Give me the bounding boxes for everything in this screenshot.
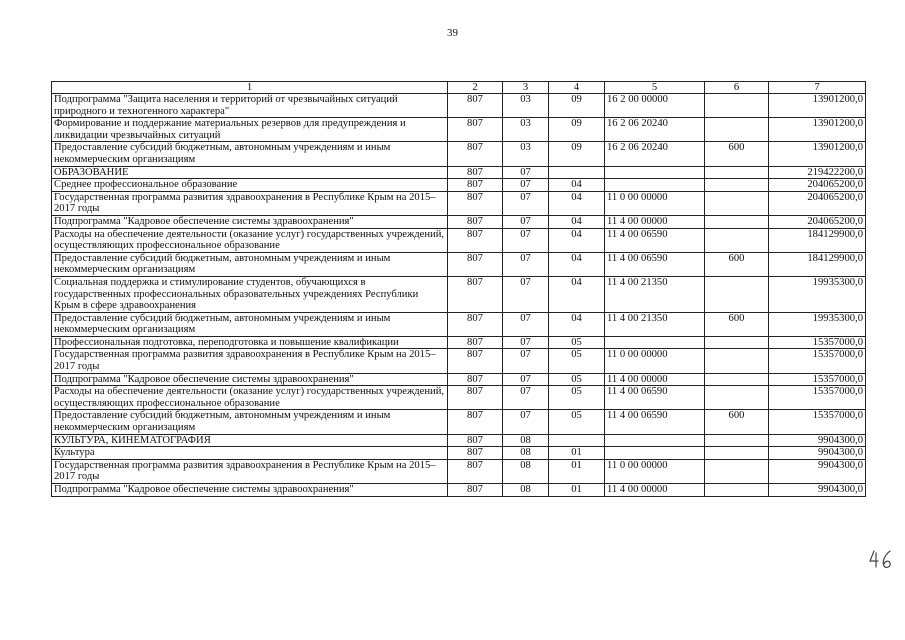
table-row xyxy=(52,94,866,118)
page-number: 39 xyxy=(447,27,458,39)
subsection-cell xyxy=(549,434,605,447)
expense-type-cell xyxy=(705,349,769,373)
description-cell: Предоставление субсидий бюджетным, автономным учреждениям и иным некоммерческим организациям xyxy=(52,410,448,434)
table-row xyxy=(52,386,866,410)
table-row xyxy=(52,118,866,142)
section-cell: 07 xyxy=(503,215,549,228)
amount-cell: 9904300,0 xyxy=(769,484,866,497)
target-article-cell: 11 4 00 06590 xyxy=(605,386,705,410)
description-cell: Формирование и поддержание материальных резервов для предупреждения и ликвидации чрезвычайных ситуаций xyxy=(52,118,448,142)
description-cell: КУЛЬТУРА, КИНЕМАТОГРАФИЯ xyxy=(52,434,448,447)
ministry-code-cell: 807 xyxy=(448,484,503,497)
section-cell: 07 xyxy=(503,228,549,252)
table-row xyxy=(52,179,866,192)
amount-cell: 19935300,0 xyxy=(769,276,866,312)
expense-type-cell xyxy=(705,94,769,118)
description-cell: Расходы на обеспечение деятельности (оказание услуг) государственных учреждений, осуществляющих профессиональное образование xyxy=(52,228,448,252)
target-article-cell: 16 2 00 00000 xyxy=(605,94,705,118)
target-article-cell xyxy=(605,179,705,192)
target-article-cell: 11 0 00 00000 xyxy=(605,459,705,483)
target-article-cell: 16 2 06 20240 xyxy=(605,142,705,166)
section-cell: 08 xyxy=(503,459,549,483)
ministry-code-cell: 807 xyxy=(448,434,503,447)
subsection-cell: 05 xyxy=(549,410,605,434)
section-cell: 07 xyxy=(503,410,549,434)
ministry-code-cell: 807 xyxy=(448,118,503,142)
section-cell: 03 xyxy=(503,118,549,142)
amount-cell: 15357000,0 xyxy=(769,349,866,373)
description-cell: Государственная программа развития здравоохранения в Республике Крым на 2015–2017 годы xyxy=(52,349,448,373)
subsection-cell: 05 xyxy=(549,373,605,386)
target-article-cell: 11 4 00 06590 xyxy=(605,252,705,276)
description-cell: Государственная программа развития здравоохранения в Республике Крым на 2015–2017 годы xyxy=(52,191,448,215)
section-cell: 07 xyxy=(503,276,549,312)
amount-cell: 9904300,0 xyxy=(769,434,866,447)
ministry-code-cell: 807 xyxy=(448,386,503,410)
ministry-code-cell: 807 xyxy=(448,459,503,483)
ministry-code-cell: 807 xyxy=(448,252,503,276)
expense-type-cell xyxy=(705,118,769,142)
target-article-cell: 11 0 00 00000 xyxy=(605,191,705,215)
table-row xyxy=(52,336,866,349)
description-cell: Предоставление субсидий бюджетным, автономным учреждениям и иным некоммерческим организациям xyxy=(52,312,448,336)
description-cell: Среднее профессиональное образование xyxy=(52,179,448,192)
expense-type-cell xyxy=(705,215,769,228)
expense-type-cell xyxy=(705,191,769,215)
description-cell: Подпрограмма "Кадровое обеспечение системы здравоохранения" xyxy=(52,484,448,497)
table-row xyxy=(52,434,866,447)
subsection-cell: 09 xyxy=(549,94,605,118)
expense-type-cell xyxy=(705,179,769,192)
table-row xyxy=(52,276,866,312)
table-row xyxy=(52,142,866,166)
expense-type-cell xyxy=(705,386,769,410)
expense-type-cell: 600 xyxy=(705,312,769,336)
table-header-row xyxy=(52,82,866,94)
amount-cell: 204065200,0 xyxy=(769,191,866,215)
expense-type-cell xyxy=(705,373,769,386)
target-article-cell: 11 0 00 00000 xyxy=(605,349,705,373)
amount-cell: 9904300,0 xyxy=(769,459,866,483)
target-article-cell xyxy=(605,447,705,460)
section-cell: 08 xyxy=(503,484,549,497)
description-cell: Расходы на обеспечение деятельности (оказание услуг) государственных учреждений, осуществляющих профессиональное образование xyxy=(52,386,448,410)
description-cell: ОБРАЗОВАНИЕ xyxy=(52,166,448,179)
expense-type-cell: 600 xyxy=(705,142,769,166)
expense-type-cell xyxy=(705,276,769,312)
table-row xyxy=(52,459,866,483)
amount-cell: 204065200,0 xyxy=(769,179,866,192)
ministry-code-cell: 807 xyxy=(448,410,503,434)
target-article-cell: 11 4 00 00000 xyxy=(605,484,705,497)
ministry-code-cell: 807 xyxy=(448,142,503,166)
amount-cell: 19935300,0 xyxy=(769,312,866,336)
description-cell: Социальная поддержка и стимулирование студентов, обучающихся в государственных профессиональных образовательных учреждениях Республики Крым в сфере здравоохранения xyxy=(52,276,448,312)
ministry-code-cell: 807 xyxy=(448,94,503,118)
target-article-cell xyxy=(605,166,705,179)
target-article-cell: 11 4 00 00000 xyxy=(605,373,705,386)
section-cell: 07 xyxy=(503,336,549,349)
target-article-cell xyxy=(605,434,705,447)
ministry-code-cell: 807 xyxy=(448,447,503,460)
expense-type-cell: 600 xyxy=(705,410,769,434)
description-cell: Культура xyxy=(52,447,448,460)
section-cell: 07 xyxy=(503,386,549,410)
header-cell: 4 xyxy=(549,82,605,94)
table-row xyxy=(52,215,866,228)
amount-cell: 9904300,0 xyxy=(769,447,866,460)
expense-type-cell xyxy=(705,336,769,349)
subsection-cell: 04 xyxy=(549,252,605,276)
amount-cell: 184129900,0 xyxy=(769,252,866,276)
amount-cell: 15357000,0 xyxy=(769,386,866,410)
description-cell: Предоставление субсидий бюджетным, автономным учреждениям и иным некоммерческим организациям xyxy=(52,142,448,166)
amount-cell: 15357000,0 xyxy=(769,410,866,434)
subsection-cell: 01 xyxy=(549,484,605,497)
table-row xyxy=(52,373,866,386)
target-article-cell: 11 4 00 21350 xyxy=(605,276,705,312)
target-article-cell: 11 4 00 06590 xyxy=(605,228,705,252)
ministry-code-cell: 807 xyxy=(448,228,503,252)
section-cell: 07 xyxy=(503,166,549,179)
header-cell: 1 xyxy=(52,82,448,94)
description-cell: Профессиональная подготовка, переподготовка и повышение квалификации xyxy=(52,336,448,349)
section-cell: 03 xyxy=(503,142,549,166)
table-row xyxy=(52,252,866,276)
expense-type-cell xyxy=(705,447,769,460)
description-cell: Подпрограмма "Защита населения и территорий от чрезвычайных ситуаций природного и техногенного характера" xyxy=(52,94,448,118)
amount-cell: 13901200,0 xyxy=(769,94,866,118)
section-cell: 07 xyxy=(503,191,549,215)
expense-type-cell xyxy=(705,166,769,179)
description-cell: Предоставление субсидий бюджетным, автономным учреждениям и иным некоммерческим организациям xyxy=(52,252,448,276)
description-cell: Подпрограмма "Кадровое обеспечение системы здравоохранения" xyxy=(52,373,448,386)
subsection-cell: 04 xyxy=(549,276,605,312)
handwritten-mark xyxy=(868,548,898,570)
expense-type-cell xyxy=(705,228,769,252)
table-row xyxy=(52,349,866,373)
target-article-cell: 11 4 00 21350 xyxy=(605,312,705,336)
section-cell: 08 xyxy=(503,434,549,447)
subsection-cell: 04 xyxy=(549,312,605,336)
subsection-cell: 05 xyxy=(549,386,605,410)
table-row xyxy=(52,484,866,497)
subsection-cell: 05 xyxy=(549,349,605,373)
header-cell: 3 xyxy=(503,82,549,94)
table-row xyxy=(52,410,866,434)
subsection-cell: 04 xyxy=(549,215,605,228)
target-article-cell: 11 4 00 00000 xyxy=(605,215,705,228)
subsection-cell: 09 xyxy=(549,118,605,142)
description-cell: Государственная программа развития здравоохранения в Республике Крым на 2015–2017 годы xyxy=(52,459,448,483)
target-article-cell xyxy=(605,336,705,349)
target-article-cell: 16 2 06 20240 xyxy=(605,118,705,142)
subsection-cell: 09 xyxy=(549,142,605,166)
table-row xyxy=(52,191,866,215)
subsection-cell: 05 xyxy=(549,336,605,349)
section-cell: 07 xyxy=(503,179,549,192)
ministry-code-cell: 807 xyxy=(448,373,503,386)
table-row xyxy=(52,166,866,179)
section-cell: 08 xyxy=(503,447,549,460)
header-cell: 2 xyxy=(448,82,503,94)
amount-cell: 219422200,0 xyxy=(769,166,866,179)
table-row xyxy=(52,447,866,460)
section-cell: 07 xyxy=(503,373,549,386)
amount-cell: 184129900,0 xyxy=(769,228,866,252)
ministry-code-cell: 807 xyxy=(448,179,503,192)
amount-cell: 13901200,0 xyxy=(769,142,866,166)
subsection-cell xyxy=(549,166,605,179)
ministry-code-cell: 807 xyxy=(448,312,503,336)
ministry-code-cell: 807 xyxy=(448,166,503,179)
ministry-code-cell: 807 xyxy=(448,349,503,373)
section-cell: 07 xyxy=(503,312,549,336)
target-article-cell: 11 4 00 06590 xyxy=(605,410,705,434)
amount-cell: 15357000,0 xyxy=(769,373,866,386)
expense-type-cell xyxy=(705,484,769,497)
subsection-cell: 01 xyxy=(549,459,605,483)
subsection-cell: 04 xyxy=(549,179,605,192)
ministry-code-cell: 807 xyxy=(448,191,503,215)
subsection-cell: 04 xyxy=(549,228,605,252)
ministry-code-cell: 807 xyxy=(448,336,503,349)
section-cell: 07 xyxy=(503,349,549,373)
table-row xyxy=(52,228,866,252)
section-cell: 07 xyxy=(503,252,549,276)
ministry-code-cell: 807 xyxy=(448,276,503,312)
amount-cell: 15357000,0 xyxy=(769,336,866,349)
header-cell: 5 xyxy=(605,82,705,94)
budget-table xyxy=(51,81,866,497)
expense-type-cell xyxy=(705,434,769,447)
amount-cell: 204065200,0 xyxy=(769,215,866,228)
subsection-cell: 01 xyxy=(549,447,605,460)
expense-type-cell: 600 xyxy=(705,252,769,276)
header-cell: 7 xyxy=(769,82,866,94)
subsection-cell: 04 xyxy=(549,191,605,215)
ministry-code-cell: 807 xyxy=(448,215,503,228)
section-cell: 03 xyxy=(503,94,549,118)
expense-type-cell xyxy=(705,459,769,483)
description-cell: Подпрограмма "Кадровое обеспечение системы здравоохранения" xyxy=(52,215,448,228)
header-cell: 6 xyxy=(705,82,769,94)
table-row xyxy=(52,312,866,336)
amount-cell: 13901200,0 xyxy=(769,118,866,142)
